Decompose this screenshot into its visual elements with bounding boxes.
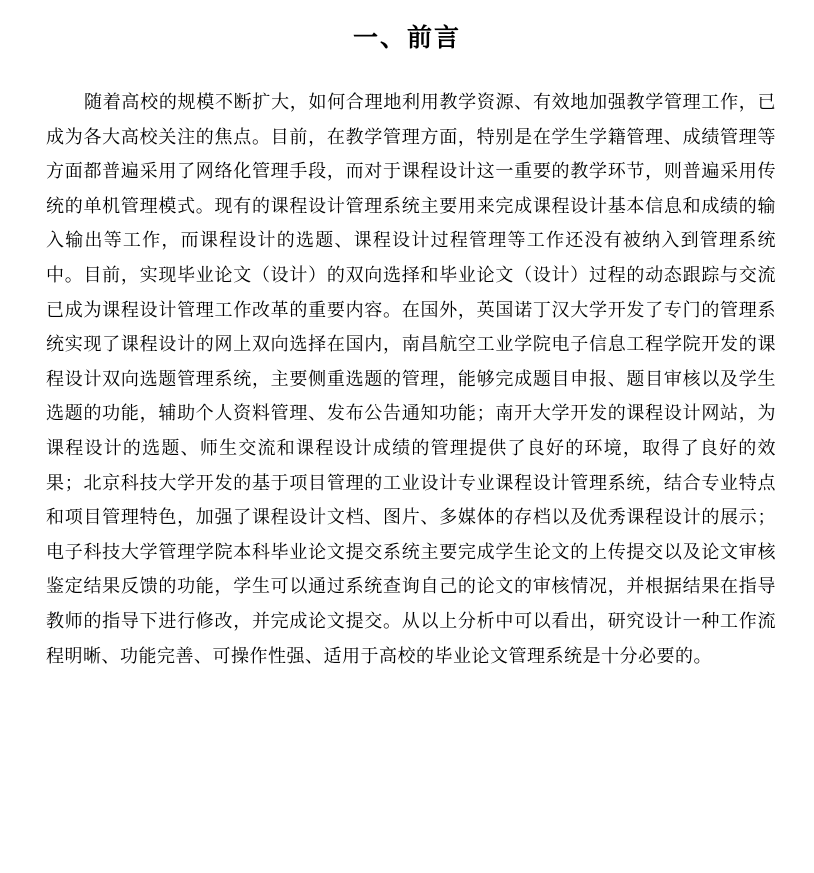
section-title: 一、前言 [352,23,461,52]
body-paragraph: 随着高校的规模不断扩大，如何合理地利用教学资源、有效地加强教学管理工作，已成为各大高校关注的焦点。目前，在教学管理方面，特别是在学生学籍管理、成绩管理等方面都普遍采用了网络化管理手段，而对于课程设计这一重要的教学环节，则普遍采用传统的单机管理模式。现有的课程设计管理系统主要用来完成课程设计基本信息和成绩的输入输出等工作，而课程设计的选题、课程设计过程管理等工作还没有被纳入到管理系统中。目前，实现毕业论文（设计）的双向选择和毕业论文（设计）过程的动态跟踪与交流已成为课程设计管理工作改革的重要内容。在国外，英国诺丁汉大学开发了专门的管理系统实现了课程设计的网上双向选择在国内，南昌航空工业学院电子信息工程学院开发的课程设计双向选题管理系统，主要侧重选题的管理，能够完成题目申报、题目审核以及学生选题的功能，辅助个人资料管理、发布公告通知功能；南开大学开发的课程设计网站，为课程设计的选题、师生交流和课程设计成绩的管理提供了良好的环境，取得了良好的效果；北京科技大学开发的基于项目管理的工业设计专业课程设计管理系统，结合专业特点和项目管理特色，加强了课程设计文档、图片、多媒体的存档以及优秀课程设计的展示；电子科技大学管理学院本科毕业论文提交系统主要完成学生论文的上传提交以及论文审核鉴定结果反馈的功能，学生可以通过系统查询自己的论文的审核情况，并根据结果在指导教师的指导下进行修改，并完成论文提交。从以上分析中可以看出，研究设计一种工作流程明晰、功能完善、可操作性强、适用于高校的毕业论文管理系统是十分必要的。 [46,92,776,667]
